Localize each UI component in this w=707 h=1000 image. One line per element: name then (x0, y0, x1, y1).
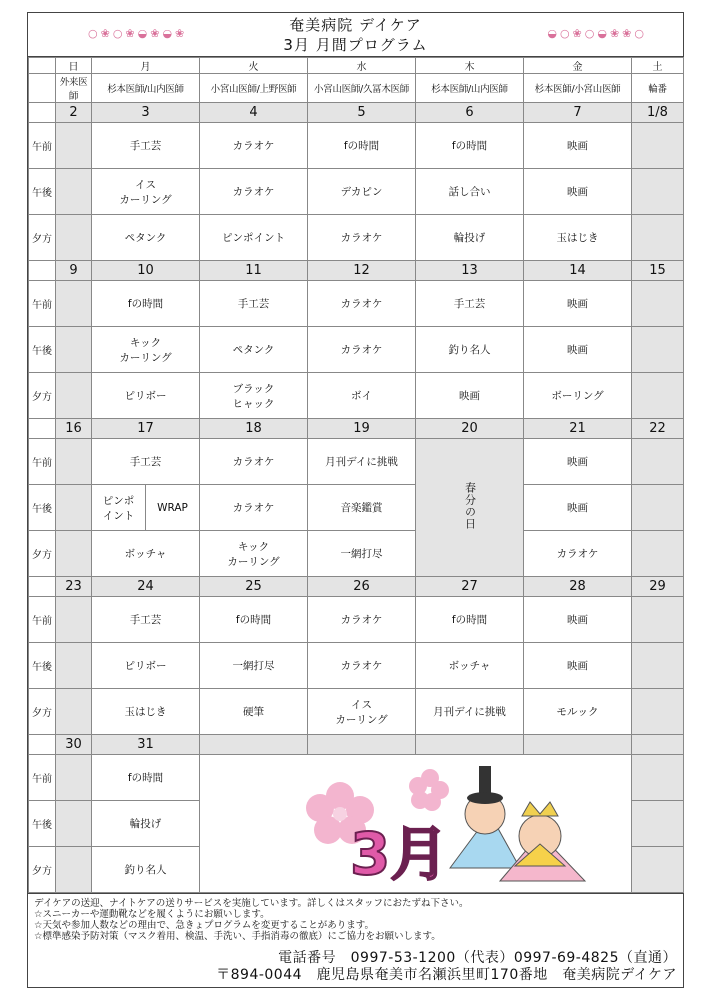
sunday-cell (56, 281, 92, 327)
activity-cell: fの時間 (92, 755, 200, 801)
split-box (92, 485, 199, 530)
calendar-table (28, 57, 684, 893)
doctor-cell: 小宮山医師/久冨木医師 (308, 74, 416, 103)
activity-cell: 話し合い (416, 169, 524, 215)
activity-cell: カラオケ (200, 439, 308, 485)
saturday-cell (632, 801, 684, 847)
date-cell: 13 (416, 261, 524, 281)
program-sheet (27, 12, 684, 988)
activity-cell: 映画 (524, 439, 632, 485)
header (28, 13, 683, 57)
activity-cell: キック カーリング (200, 531, 308, 577)
date-cell: 28 (524, 577, 632, 597)
slot-row (29, 485, 684, 531)
date-cell: 1/8 (632, 103, 684, 123)
weekday-cell: 月 (92, 58, 200, 74)
activity-cell: ボッチャ (416, 643, 524, 689)
date-cell (200, 735, 308, 755)
doctor-row (29, 74, 684, 103)
activity-cell: 手工芸 (92, 123, 200, 169)
activity-cell: カラオケ (200, 485, 308, 531)
slot-label: 夕方 (29, 847, 56, 893)
activity-cell: 映画 (524, 123, 632, 169)
slot-label: 午後 (29, 485, 56, 531)
weekday-cell: 土 (632, 58, 684, 74)
month-label: 3月 (350, 819, 449, 888)
saturday-cell (632, 373, 684, 419)
sunday-cell (56, 755, 92, 801)
slot-row (29, 169, 684, 215)
slot-row (29, 327, 684, 373)
activity-cell: 月刊デイに挑戦 (416, 689, 524, 735)
activity-cell: fの時間 (92, 281, 200, 327)
date-cell: 19 (308, 419, 416, 439)
saturday-cell (632, 439, 684, 485)
activity-cell: fの時間 (200, 597, 308, 643)
slot-label: 午前 (29, 597, 56, 643)
doctor-cell: 杉本医師/山内医師 (92, 74, 200, 103)
slot-label: 午後 (29, 169, 56, 215)
hospital-title: 奄美病院 デイケア (289, 16, 422, 34)
date-cell (308, 735, 416, 755)
activity-cell: 映画 (524, 485, 632, 531)
sunday-cell (56, 847, 92, 893)
doctor-cell: 輪番 (632, 74, 684, 103)
activity-cell: カラオケ (308, 327, 416, 373)
activity-cell: 映画 (524, 169, 632, 215)
sunday-cell (56, 327, 92, 373)
activity-cell: 輪投げ (92, 801, 200, 847)
hinamatsuri-illustration (200, 756, 630, 892)
weekday-cell: 金 (524, 58, 632, 74)
activity-cell: 輪投げ (416, 215, 524, 261)
activity-cell: 音楽鑑賞 (308, 485, 416, 531)
sunday-cell (56, 373, 92, 419)
date-row (29, 577, 684, 597)
holiday-cell (416, 439, 524, 577)
activity-split-a: ピンポ イント (92, 485, 146, 530)
sunday-cell (56, 485, 92, 531)
illustration-cell (200, 755, 632, 893)
holiday-label: 春分の日 (463, 482, 477, 530)
empress-doll-icon (500, 802, 585, 881)
notice-3: ☆天気や参加人数などの理由で、急きょプログラムを変更することがあります。 (34, 920, 374, 931)
date-corner (29, 419, 56, 439)
activity-cell: 手工芸 (92, 597, 200, 643)
activity-cell: 映画 (524, 597, 632, 643)
emperor-doll-icon (450, 766, 520, 868)
activity-cell: 映画 (416, 373, 524, 419)
activity-cell: カラオケ (524, 531, 632, 577)
activity-cell: ピリボー (92, 643, 200, 689)
date-row (29, 261, 684, 281)
date-cell (416, 735, 524, 755)
activity-cell: fの時間 (416, 123, 524, 169)
date-cell: 10 (92, 261, 200, 281)
slot-row (29, 373, 684, 419)
date-cell: 12 (308, 261, 416, 281)
date-cell: 14 (524, 261, 632, 281)
weekday-cell: 木 (416, 58, 524, 74)
saturday-cell (632, 689, 684, 735)
date-cell: 15 (632, 261, 684, 281)
date-cell: 5 (308, 103, 416, 123)
date-cell: 22 (632, 419, 684, 439)
slot-label: 午前 (29, 281, 56, 327)
activity-cell: 一網打尽 (308, 531, 416, 577)
saturday-cell (632, 215, 684, 261)
date-cell: 24 (92, 577, 200, 597)
date-cell: 3 (92, 103, 200, 123)
slot-label: 夕方 (29, 531, 56, 577)
activity-cell: 手工芸 (92, 439, 200, 485)
date-cell: 9 (56, 261, 92, 281)
saturday-cell (632, 485, 684, 531)
activity-cell: ボッチャ (92, 531, 200, 577)
sunday-cell (56, 643, 92, 689)
slot-row (29, 281, 684, 327)
date-cell (632, 735, 684, 755)
activity-cell: ブラック ヒャック (200, 373, 308, 419)
date-row (29, 419, 684, 439)
slot-label: 午前 (29, 123, 56, 169)
date-cell: 16 (56, 419, 92, 439)
doctor-cell: 杉本医師/小宮山医師 (524, 74, 632, 103)
date-cell: 21 (524, 419, 632, 439)
activity-cell: ピリボー (92, 373, 200, 419)
saturday-cell (632, 643, 684, 689)
corner-cell (29, 74, 56, 103)
notice-4: ☆標準感染予防対策（マスク着用、検温、手洗い、手指消毒の徹底）にご協力をお願いします。 (34, 931, 441, 942)
date-row (29, 103, 684, 123)
activity-cell: カラオケ (308, 215, 416, 261)
sunday-cell (56, 439, 92, 485)
activity-cell-split (92, 485, 200, 531)
date-corner (29, 103, 56, 123)
decoration-right: ◒○❀○◒❀❀○ (547, 27, 647, 40)
activity-cell: イス カーリング (308, 689, 416, 735)
slot-row (29, 689, 684, 735)
date-cell: 4 (200, 103, 308, 123)
date-cell: 7 (524, 103, 632, 123)
doctor-cell: 外来医師 (56, 74, 92, 103)
doctor-cell: 杉本医師/山内医師 (416, 74, 524, 103)
slot-label: 午前 (29, 439, 56, 485)
decoration-left: ○❀○❀◒❀◒❀ (88, 27, 188, 40)
slot-label: 午後 (29, 643, 56, 689)
slot-row (29, 531, 684, 577)
activity-split-b: WRAP (157, 501, 188, 514)
activity-cell: 映画 (524, 281, 632, 327)
sunday-cell (56, 689, 92, 735)
date-corner (29, 261, 56, 281)
activity-cell: カラオケ (308, 281, 416, 327)
activity-cell: カラオケ (308, 643, 416, 689)
saturday-cell (632, 755, 684, 801)
date-cell: 26 (308, 577, 416, 597)
sunday-cell (56, 169, 92, 215)
date-corner (29, 577, 56, 597)
saturday-cell (632, 281, 684, 327)
activity-cell: 映画 (524, 643, 632, 689)
activity-cell: 一網打尽 (200, 643, 308, 689)
activity-cell: ペタンク (92, 215, 200, 261)
activity-cell: fの時間 (416, 597, 524, 643)
date-cell: 11 (200, 261, 308, 281)
slot-row (29, 643, 684, 689)
date-cell: 18 (200, 419, 308, 439)
activity-cell: 釣り名人 (92, 847, 200, 893)
slot-label: 夕方 (29, 215, 56, 261)
slot-row (29, 123, 684, 169)
sunday-cell (56, 531, 92, 577)
saturday-cell (632, 531, 684, 577)
footer (28, 893, 683, 983)
date-cell: 27 (416, 577, 524, 597)
activity-cell: カラオケ (308, 597, 416, 643)
activity-cell: 映画 (524, 327, 632, 373)
date-cell: 17 (92, 419, 200, 439)
date-cell (524, 735, 632, 755)
date-cell: 25 (200, 577, 308, 597)
saturday-cell (632, 123, 684, 169)
date-cell: 20 (416, 419, 524, 439)
activity-cell: モルック (524, 689, 632, 735)
date-cell: 6 (416, 103, 524, 123)
activity-cell: 玉はじき (92, 689, 200, 735)
activity-cell: fの時間 (308, 123, 416, 169)
slot-row (29, 439, 684, 485)
activity-cell: デカピン (308, 169, 416, 215)
activity-cell: 手工芸 (200, 281, 308, 327)
address: 〒894-0044 鹿児島県奄美市名瀬浜里町170番地 奄美病院デイケア (216, 967, 677, 983)
sunday-cell (56, 597, 92, 643)
activity-cell: 月刊デイに挑戦 (308, 439, 416, 485)
weekday-cell: 水 (308, 58, 416, 74)
activity-cell: カラオケ (200, 123, 308, 169)
corner-cell (29, 58, 56, 74)
slot-label: 午後 (29, 801, 56, 847)
saturday-cell (632, 597, 684, 643)
activity-cell: イス カーリング (92, 169, 200, 215)
saturday-cell (632, 847, 684, 893)
activity-cell: ペタンク (200, 327, 308, 373)
date-cell: 2 (56, 103, 92, 123)
activity-cell: ボーリング (524, 373, 632, 419)
date-cell: 30 (56, 735, 92, 755)
weekday-cell: 日 (56, 58, 92, 74)
sunday-cell (56, 123, 92, 169)
doctor-cell: 小宮山医師/上野医師 (200, 74, 308, 103)
weekday-row (29, 58, 684, 74)
date-cell: 23 (56, 577, 92, 597)
sunday-cell (56, 801, 92, 847)
activity-cell: 硬筆 (200, 689, 308, 735)
activity-cell: ボイ (308, 373, 416, 419)
activity-cell: 釣り名人 (416, 327, 524, 373)
slot-label: 午後 (29, 327, 56, 373)
activity-cell: 手工芸 (416, 281, 524, 327)
slot-row (29, 597, 684, 643)
date-cell: 29 (632, 577, 684, 597)
notice-1: デイケアの送迎、ナイトケアの送りサービスを実施しています。詳しくはスタッフにおたずね下さい。 (34, 898, 469, 909)
sunday-cell (56, 215, 92, 261)
notice-2: ☆スニーカーや運動靴などを履くようにお願いします。 (34, 909, 270, 920)
slot-row (29, 755, 684, 801)
slot-label: 夕方 (29, 689, 56, 735)
activity-cell: 玉はじき (524, 215, 632, 261)
program-title: 3月 月間プログラム (283, 36, 428, 54)
date-corner (29, 735, 56, 755)
activity-cell: カラオケ (200, 169, 308, 215)
saturday-cell (632, 169, 684, 215)
slot-label: 夕方 (29, 373, 56, 419)
date-cell: 31 (92, 735, 200, 755)
slot-label: 午前 (29, 755, 56, 801)
weekday-cell: 火 (200, 58, 308, 74)
date-row (29, 735, 684, 755)
activity-cell: ピンポイント (200, 215, 308, 261)
activity-cell: キック カーリング (92, 327, 200, 373)
slot-row (29, 215, 684, 261)
saturday-cell (632, 327, 684, 373)
phone-numbers: 電話番号 0997-53-1200（代表）0997-69-4825（直通） (278, 950, 677, 966)
